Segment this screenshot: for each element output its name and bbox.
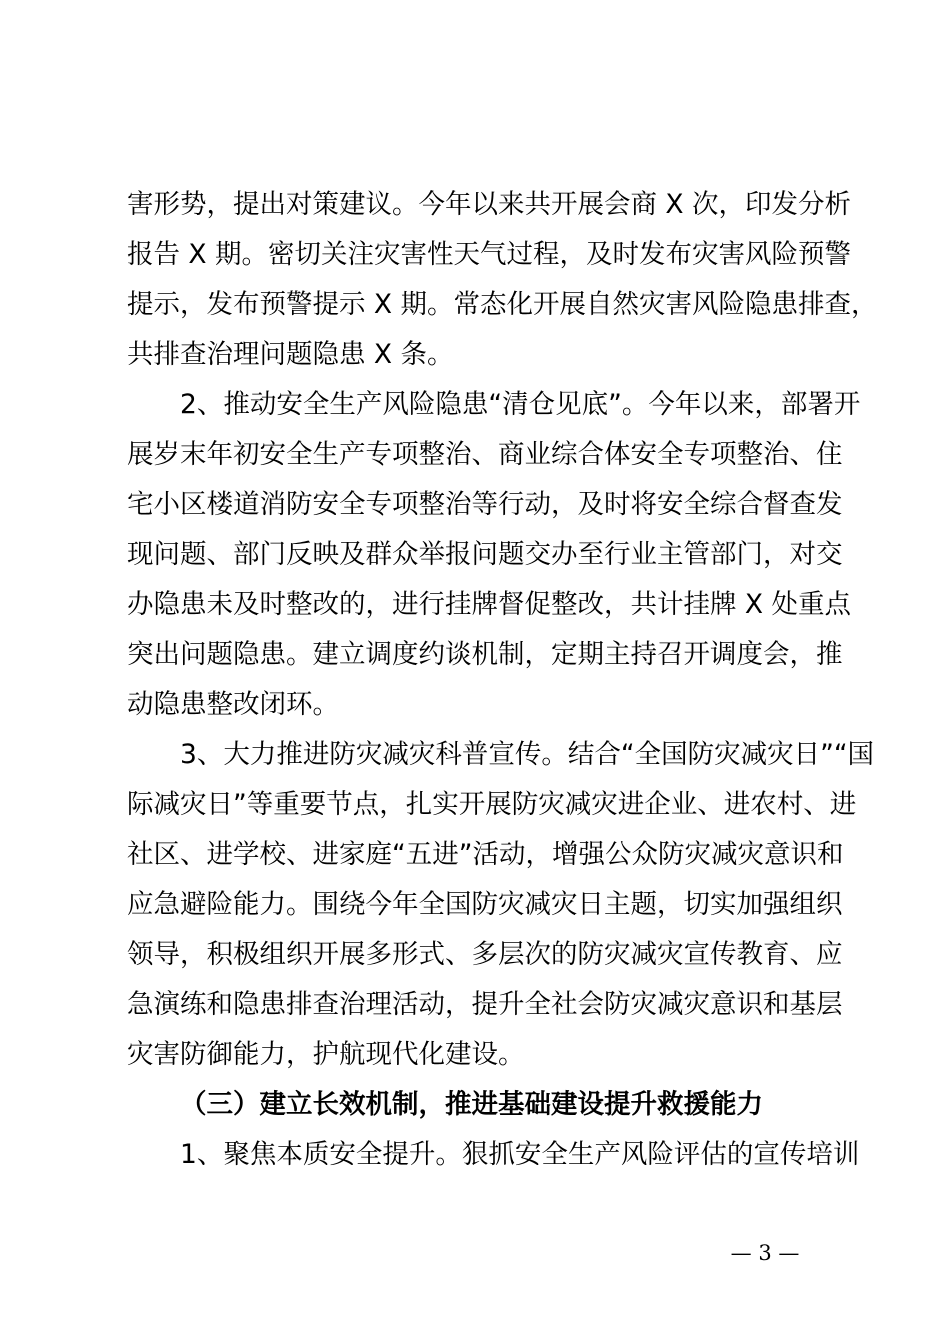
section-heading: （三）建立长效机制，推进基础建设提升救援能力 — [180, 1089, 763, 1120]
body-text-line: 际减灾日”等重要节点，扎实开展防灾减灾进企业、进农村、进 — [127, 789, 857, 820]
body-text-line: 动隐患整改闭环。 — [127, 689, 339, 720]
body-text-line: 提示，发布预警提示 X 期。常态化开展自然灾害风险隐患排查， — [127, 289, 878, 320]
body-text-line: 灾害防御能力，护航现代化建设。 — [127, 1039, 525, 1070]
body-text-line: 办隐患未及时整改的，进行挂牌督促整改，共计挂牌 X 处重点 — [127, 589, 852, 620]
body-text-line: 现问题、部门反映及群众举报问题交办至行业主管部门，对交 — [127, 539, 843, 570]
body-text-line: 展岁末年初安全生产专项整治、商业综合体安全专项整治、住 — [127, 439, 843, 470]
body-text-line: 领导，积极组织开展多形式、多层次的防灾减灾宣传教育、应 — [127, 939, 843, 970]
paragraph-first-line: 2、推动安全生产风险隐患“清仓见底”。今年以来，部署开 — [180, 389, 861, 420]
body-text-line: 急演练和隐患排查治理活动，提升全社会防灾减灾意识和基层 — [127, 989, 843, 1020]
body-text-line: 害形势，提出对策建议。今年以来共开展会商 X 次，印发分析 — [127, 189, 852, 220]
paragraph-first-line: 3、大力推进防灾减灾科普宣传。结合“全国防灾减灾日”“国 — [180, 739, 875, 770]
body-text-line: 共排查治理问题隐患 X 条。 — [127, 339, 454, 370]
page-number: — 3 — — [730, 1241, 800, 1265]
body-text-line: 社区、进学校、进家庭“五进”活动，增强公众防灾减灾意识和 — [127, 839, 844, 870]
paragraph-first-line: 1、聚焦本质安全提升。狠抓安全生产风险评估的宣传培训 — [180, 1139, 860, 1170]
body-text-line: 突出问题隐患。建立调度约谈机制，定期主持召开调度会，推 — [127, 639, 843, 670]
body-text-line: 报告 X 期。密切关注灾害性天气过程，及时发布灾害风险预警 — [127, 239, 852, 270]
body-text-line: 应急避险能力。围绕今年全国防灾减灾日主题，切实加强组织 — [127, 889, 843, 920]
body-text-line: 宅小区楼道消防安全专项整治等行动，及时将安全综合督查发 — [127, 489, 843, 520]
